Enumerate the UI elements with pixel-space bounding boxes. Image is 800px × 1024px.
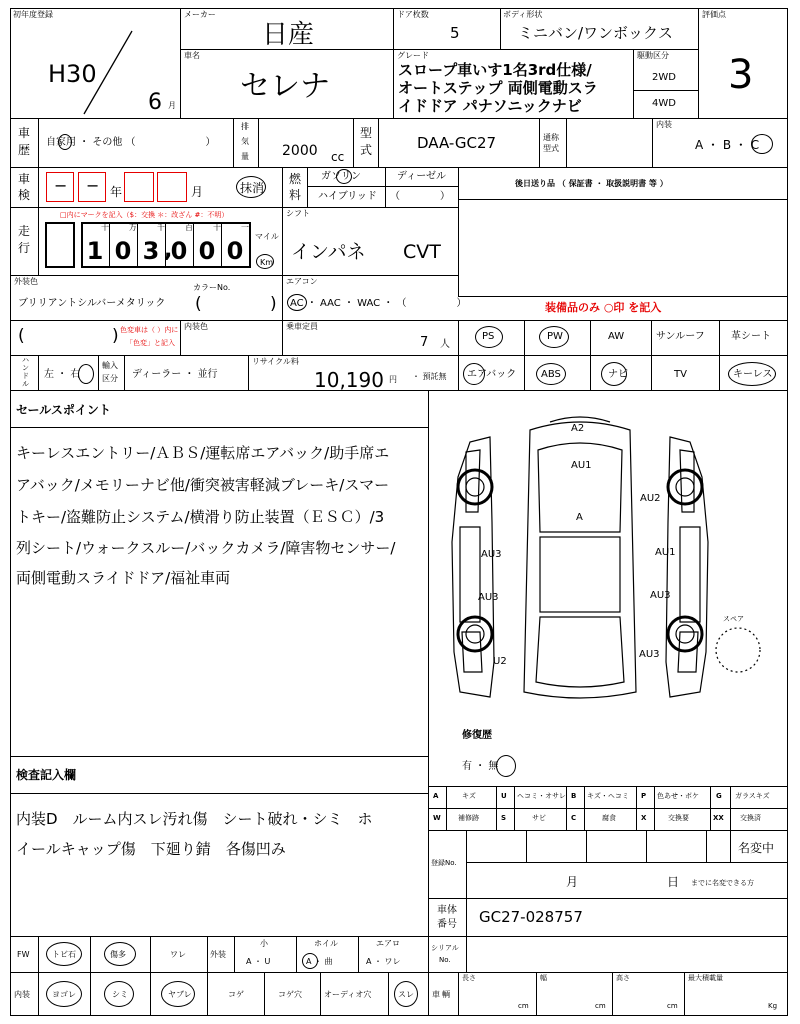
- damage-mark: AU3: [478, 592, 499, 603]
- interior-item: コゲ: [228, 990, 244, 999]
- grade-line-1: スロープ車いす1名3rd仕様/: [398, 61, 592, 79]
- inspection-year-dash-1: −: [54, 176, 68, 195]
- displacement-label-3: 量: [241, 152, 249, 161]
- damage-mark: AU3: [481, 549, 502, 560]
- wheel-circle: [302, 953, 318, 969]
- mileage-digit: 1: [86, 237, 104, 265]
- grade-line-3: イドドア パナソニックナビ: [398, 97, 582, 115]
- import-value: ディーラー ・ 並行: [132, 369, 218, 380]
- color-change-paren-open: (: [18, 326, 25, 346]
- legend-desc: サビ: [532, 814, 546, 822]
- serial-label-2: No.: [439, 956, 451, 964]
- handle-value: 左 ・ 右: [44, 369, 81, 380]
- exterior-label: 外装: [210, 950, 226, 959]
- inspection-notes-label: 検査記入欄: [16, 768, 77, 782]
- handle-label-3: ド: [22, 372, 29, 380]
- inspection-label-2: 検: [18, 188, 31, 202]
- fw-item-circle: [104, 942, 136, 966]
- registration-month-unit: 月: [566, 875, 579, 889]
- mileage-unit-3: 千: [157, 223, 165, 232]
- model: DAA-GC27: [417, 134, 497, 152]
- damage-mark: AU3: [650, 590, 671, 601]
- legend-desc: 色あせ・ボケ: [657, 792, 699, 800]
- wheel-value: A ・ 曲: [306, 957, 333, 966]
- mileage-label-1: 走: [18, 224, 31, 238]
- body-type: ミニバン/ワンボックス: [518, 24, 673, 42]
- legend-desc: キズ: [462, 792, 476, 800]
- color-no-paren-close: ): [270, 294, 277, 314]
- fw-item-circle: [46, 942, 82, 966]
- sales-point-line: トキー/盗難防止システム/横滑り防止装置（ＥＳＣ）/3: [16, 508, 385, 526]
- body-label: ボディ形状: [503, 10, 543, 19]
- legend-code: X: [641, 814, 647, 822]
- mileage-unit-1: 十: [101, 223, 109, 232]
- legend-desc: キズ・ヘコミ: [587, 792, 629, 800]
- mileage-digit: 3: [142, 237, 160, 265]
- score: 3: [728, 52, 754, 98]
- displacement-label-1: 排: [241, 122, 249, 131]
- damage-mark: A: [576, 512, 583, 523]
- equip-airbag: エアバック: [467, 369, 517, 380]
- damage-mark: AU2: [640, 493, 661, 504]
- reg-month: 6: [148, 90, 162, 115]
- car-diagram: [430, 392, 786, 737]
- handle-label-4: ル: [22, 380, 29, 388]
- fuel-gasoline: ガソリン: [321, 171, 361, 182]
- ac-options: AC ・ AAC ・ WAC ・ （ ）: [290, 298, 467, 309]
- grade-label: グレード: [397, 51, 429, 60]
- legend-desc: ガラスキズ: [735, 792, 770, 800]
- equip-ps: PS: [482, 331, 495, 342]
- maker: 日産: [262, 20, 315, 50]
- equip-pw-circle: [539, 326, 569, 348]
- chassis-label-2: 番号: [437, 919, 457, 930]
- damage-mark: U2: [493, 656, 507, 667]
- drive-2wd: 2WD: [652, 72, 676, 83]
- color-change-note-2: 「色変」と記入: [126, 339, 175, 347]
- legend-code: P: [641, 792, 647, 800]
- fuel-label-1: 燃: [289, 172, 302, 186]
- small-label: 小: [260, 939, 268, 948]
- inspection-expired: 抹消: [240, 181, 265, 195]
- color-no-label: カラーNo.: [193, 283, 231, 292]
- mileage-label-2: 行: [18, 241, 31, 255]
- fuel-label-2: 料: [289, 188, 302, 202]
- width-label: 幅: [540, 974, 547, 982]
- fw-item: トビ石: [52, 950, 76, 959]
- legend-code: U: [501, 792, 507, 800]
- exterior-color: ブリリアントシルバーメタリック: [18, 298, 166, 309]
- km-label: Km: [260, 258, 274, 267]
- drive-4wd: 4WD: [652, 98, 676, 109]
- fuel-diesel: ディーゼル: [397, 171, 446, 182]
- mileage-mark-box: [45, 222, 75, 268]
- equip-keyless-circle: [728, 362, 776, 386]
- history-label-1: 車: [18, 126, 31, 140]
- mileage-comma: ,: [164, 238, 173, 263]
- mileage-unit-5: 十: [213, 223, 221, 232]
- km-circle: [256, 254, 274, 269]
- equip-navi-circle: [601, 362, 627, 386]
- interior-label: 内装: [656, 120, 672, 129]
- fw-item: ワレ: [170, 950, 186, 959]
- recycle-fee: 10,190: [314, 368, 384, 392]
- car-name: セレナ: [240, 69, 330, 104]
- capacity-label: 乗車定員: [286, 322, 318, 331]
- equip-pw: PW: [547, 331, 563, 342]
- mileage-unit-6: 一: [241, 223, 249, 232]
- interior-item: シミ: [112, 990, 128, 999]
- aero-value: A ・ ワレ: [366, 957, 401, 966]
- size-label-2: 輌: [442, 990, 450, 999]
- common-model-label-2: 型式: [543, 144, 559, 153]
- recycle-unit: 円: [389, 375, 397, 384]
- score-label: 評価点: [702, 10, 726, 19]
- repair-label: 修復歴: [462, 730, 492, 741]
- deposit-status: ・ 預託無: [412, 372, 447, 381]
- spare-label: スペア: [723, 615, 744, 623]
- fuel-hybrid: ハイブリッド: [318, 191, 377, 202]
- interior-grade-circle: [751, 134, 773, 154]
- interior-item-circle: [46, 981, 82, 1007]
- color-no-paren-open: (: [195, 294, 202, 314]
- interior-item: ヤブレ: [168, 990, 192, 999]
- era-year: H30: [48, 60, 97, 88]
- interior-row-label: 内装: [14, 990, 30, 999]
- legend-code: B: [571, 792, 577, 800]
- equip-abs: ABS: [541, 369, 561, 380]
- legend-code: G: [716, 792, 722, 800]
- legend-code: A: [433, 792, 439, 800]
- handle-right-circle: [78, 364, 94, 384]
- displacement: 2000: [282, 143, 318, 159]
- inspection-note-line: 内装D ルーム内スレ汚れ傷 シート破れ・シミ ホ: [16, 810, 373, 828]
- mileage-unit-2: 万: [129, 223, 137, 232]
- registration-day-unit: 日: [667, 875, 680, 889]
- repair-value: 有 ・ 無: [462, 761, 499, 772]
- recycle-label: リサイクル料: [252, 357, 299, 366]
- drive-label: 駆動区分: [637, 51, 669, 60]
- legend-desc: 腐食: [602, 814, 616, 822]
- wheel-label: ホイル: [314, 939, 338, 948]
- capacity-unit: 人: [440, 339, 450, 350]
- chassis-label-1: 車体: [437, 905, 457, 916]
- first-reg-label: 初年度登録: [13, 10, 53, 19]
- mileage-digit: 0: [198, 237, 216, 265]
- exterior-color-label: 外装色: [14, 277, 38, 286]
- legend-code: S: [501, 814, 507, 822]
- mileage-unit-4: 百: [185, 223, 193, 232]
- maker-label: メーカー: [184, 10, 216, 19]
- mileage-digit: 0: [226, 237, 244, 265]
- equip-ps-circle: [475, 326, 503, 348]
- interior-item-circle: [161, 981, 195, 1007]
- registration-deadline: までに名変できる方: [691, 879, 754, 887]
- damage-mark: AU1: [571, 460, 592, 471]
- fw-item: 傷多: [110, 950, 126, 959]
- doors-label: ドア枚数: [397, 10, 429, 19]
- sales-point-line: 列シート/ウォークスルー/バックカメラ/障害物センサー/: [16, 539, 396, 557]
- length-unit: cm: [518, 1002, 529, 1010]
- equip-navi: ナビ: [608, 369, 628, 380]
- import-label-2: 区分: [102, 374, 118, 383]
- equip-keyless: キーレス: [733, 369, 773, 380]
- interior-item: オーディオ穴: [324, 990, 372, 999]
- ac-label: エアコン: [286, 277, 318, 286]
- registration-label: 登録No.: [431, 859, 457, 867]
- inspection-month-box-1: [124, 172, 154, 202]
- history-label-2: 歴: [18, 143, 31, 157]
- interior-grades: A ・ B ・ C: [695, 138, 760, 152]
- displacement-label-2: 気: [241, 137, 249, 146]
- inspection-expired-circle: [236, 176, 266, 198]
- interior-item-circle: [104, 981, 134, 1007]
- small-value: A ・ U: [246, 957, 271, 966]
- inspection-year-unit: 年: [110, 185, 123, 199]
- interior-item: コゲ穴: [278, 990, 302, 999]
- legend-desc: ヘコミ・オサレ: [517, 792, 566, 800]
- inspection-label-1: 車: [18, 172, 31, 186]
- interior-item-circle: [394, 981, 418, 1007]
- inspection-year-dash-2: −: [86, 176, 100, 195]
- equip-leather: 革シート: [731, 331, 771, 342]
- height-unit: cm: [667, 1002, 678, 1010]
- shift-position: インパネ: [291, 241, 366, 263]
- repair-none-circle: [496, 755, 516, 777]
- mile-label: マイル: [255, 232, 279, 241]
- inspection-month-box-2: [157, 172, 187, 202]
- mileage-note: □内にマークを記入（$：交換 ＊：改ざん #：不明）: [60, 211, 229, 219]
- legend-code: XX: [713, 814, 724, 822]
- import-label-1: 輸入: [102, 361, 118, 370]
- car-name-label: 車名: [184, 51, 200, 60]
- history-value: 自家用 ・ その他 （ ）: [46, 137, 216, 148]
- equip-abs-circle: [536, 363, 566, 385]
- sales-point-line: キーレスエントリー/ＡＢＳ/運転席エアバック/助手席エ: [16, 444, 390, 462]
- interior-item: ヨゴレ: [52, 990, 76, 999]
- color-change-paren-close: ): [112, 326, 119, 346]
- handle-label-2: ン: [22, 364, 29, 372]
- aero-label: エアロ: [376, 939, 400, 948]
- chassis-number: GC27-028757: [479, 908, 583, 926]
- inspection-month-unit: 月: [191, 185, 204, 199]
- equip-airbag-circle: [463, 363, 485, 385]
- spare-docs: 後日送り品 （ 保証書 ・ 取扱説明書 等 ）: [515, 179, 668, 188]
- displacement-unit: cc: [331, 150, 345, 164]
- date-slash: [80, 28, 140, 118]
- model-label-1: 型: [360, 126, 373, 140]
- length-label: 長さ: [462, 974, 476, 982]
- handle-label-1: ハ: [22, 356, 29, 364]
- doors: 5: [450, 24, 460, 42]
- size-label-1: 車: [432, 990, 440, 999]
- sales-points-label: セールスポイント: [16, 403, 111, 417]
- reg-month-unit: 月: [168, 101, 176, 110]
- fw-label: FW: [17, 950, 30, 959]
- legend-desc: 補修跡: [458, 814, 479, 822]
- damage-mark: AU3: [639, 649, 660, 660]
- damage-mark: AU1: [655, 547, 676, 558]
- capacity: 7: [420, 335, 429, 350]
- equip-sunroof: サンルーフ: [656, 331, 705, 342]
- equip-aw: AW: [608, 331, 625, 342]
- grade-line-2: オートステップ 両側電動スラ: [398, 79, 598, 97]
- max-load-unit: Kg: [768, 1002, 778, 1010]
- history-private-circle: [58, 134, 72, 150]
- model-label-2: 式: [360, 143, 373, 157]
- inspection-note-line: イールキャップ傷 下廻り錆 各傷凹み: [16, 840, 286, 858]
- max-load-label: 最大積載量: [688, 974, 723, 982]
- sales-point-line: アバック/メモリーナビ他/衝突被害軽減ブレーキ/スマー: [16, 476, 390, 494]
- common-model-label-1: 通称: [543, 133, 559, 142]
- legend-code: W: [433, 814, 441, 822]
- transmission: CVT: [403, 241, 441, 263]
- fuel-gasoline-circle: [336, 169, 352, 184]
- damage-mark: A2: [571, 423, 585, 434]
- legend-code: C: [571, 814, 577, 822]
- equip-tv: TV: [674, 369, 687, 380]
- width-unit: cm: [595, 1002, 606, 1010]
- color-change-note-1: 色変車は（ ）内に: [120, 326, 179, 334]
- sales-point-line: 両側電動スライドドア/福祉車両: [16, 569, 231, 587]
- mileage-digit: 0: [114, 237, 132, 265]
- serial-label-1: シリアル: [431, 944, 459, 952]
- name-change: 名変中: [738, 841, 775, 855]
- legend-desc: 交換済: [740, 814, 761, 822]
- equipment-header: 装備品のみ ○印 を記入: [545, 301, 662, 314]
- fuel-other: （ ）: [390, 191, 450, 202]
- interior-item: スレ: [398, 990, 414, 999]
- mileage-digit: 0: [170, 237, 188, 265]
- height-label: 高さ: [616, 974, 630, 982]
- ac-circle: [287, 294, 307, 311]
- legend-desc: 交換要: [668, 814, 689, 822]
- shift-label: シフト: [286, 209, 310, 218]
- interior-color-label: 内装色: [184, 322, 208, 331]
